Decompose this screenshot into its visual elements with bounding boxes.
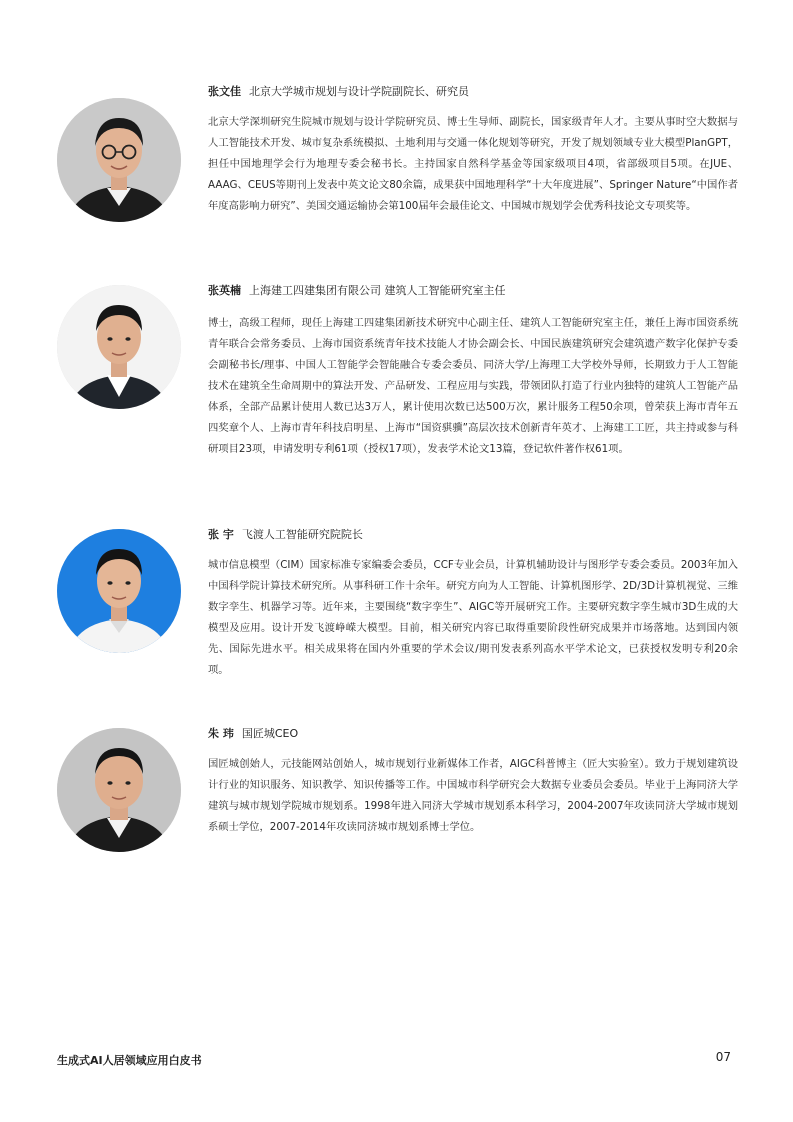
portrait-photo <box>57 728 181 852</box>
name-line <box>208 283 506 299</box>
name-line <box>208 527 363 543</box>
portrait-photo <box>57 529 181 653</box>
person-title: 上海建工四建集团有限公司 建筑人工智能研究室主任 <box>249 284 506 297</box>
portrait-photo <box>57 98 181 222</box>
person-name: 朱 玮 <box>208 727 234 740</box>
portrait-image <box>57 98 181 222</box>
person-bio: 博士，高级工程师，现任上海建工四建集团新技术研究中心副主任、建筑人工智能研究室主任，兼任上海市国资系统青年联合会常务委员、上海市国资系统青年技术技能人才协会副会长、中国民族建筑研究会建筑遗产数字化保护专委会副秘书长/理事、中国人工智能学会智能融合专委会委员、同济大学/上海理工大学校外导师，长期致力于人工智能技术在建筑全生命周期中的算法开发、产品研发、工程应用与实践，带领团队打造了行业内独特的建筑人工智能产品体系，全部产品累计使用人数已达3万人，累计使用次数已达500万次，累计服务工程50余项，曾荣获上海市青年五四奖章个人、上海市青年科技启明星、上海市“国资骐骥”高层次技术创新青年英才、上海建工工匠，共主持或参与科研项目23项，申请发明专利61项（授权17项），发表学术论文13篇，登记软件著作权61项。 <box>208 317 738 455</box>
person-title: 飞渡人工智能研究院院长 <box>241 528 363 541</box>
portrait-image <box>57 529 181 653</box>
person-bio: 北京大学深圳研究生院城市规划与设计学院研究员、博士生导师、副院长，国家级青年人才。主要从事时空大数据与人工智能技术开发、城市复杂系统模拟、土地利用与交通一体化规划等研究，开发了规划领域专业大模型PlanGPT，担任中国地理学会行为地理专委会秘书长。主持国家自然科学基金等国家级项目4项，省部级项目5项。在JUE、AAAG、CEUS等期刊上发表中英文论文80余篇，成果获中国地理科学“十大年度进展”、Springer Nature“中国作者年度高影响力研究”、美国交通运输协会第100届年会最佳论文、中国城市规划学会优秀科技论文专项奖等。 <box>208 116 738 212</box>
person-bio: 城市信息模型（CIM）国家标准专家编委会委员，CCF专业会员，计算机辅助设计与图形学专委会委员。2003年加入中国科学院计算技术研究所。从事科研工作十余年。研究方向为人工智能、计算机图形学、2D/3D计算机视觉、三维数字孪生、机器学习等。近年来，主要围绕“数字孪生”、AIGC等开展研究工作。主要研究数字孪生城市3D生成的大模型及应用。设计开发飞渡峥嵘大模型。目前，相关研究内容已取得重要阶段性研究成果并市场落地。达到国内领先、国际先进水平。相关成果将在国内外重要的学术会议/期刊发表系列高水平学术论文，已获授权发明专利20余项。 <box>208 559 738 676</box>
portrait-image <box>57 285 181 409</box>
page-number: 07 <box>715 1050 731 1064</box>
name-line <box>208 726 298 742</box>
person-bio: 国匠城创始人，元技能网站创始人，城市规划行业新媒体工作者，AIGC科普博主（匠大实验室）。致力于规划建筑设计行业的知识服务、知识教学、知识传播等工作。中国城市科学研究会大数据专业委员会委员。毕业于上海同济大学建筑与城市规划学院城市规划系。1998年进入同济大学城市规划系本科学习，2004-2007年攻读同济大学城市规划系硕士学位，2007-2014年攻读同济城市规划系博士学位。 <box>208 758 738 833</box>
document-title: 生成式AI人居领域应用白皮书 <box>57 1054 202 1067</box>
person-name: 张 宇 <box>208 528 234 541</box>
portrait-image <box>57 728 181 852</box>
name-line <box>208 84 469 100</box>
portrait-photo <box>57 285 181 409</box>
person-title: 北京大学城市规划与设计学院副院长、研究员 <box>249 85 469 98</box>
person-title: 国匠城CEO <box>241 727 299 740</box>
person-name: 张英楠 <box>208 284 241 297</box>
person-name: 张文佳 <box>208 85 241 98</box>
